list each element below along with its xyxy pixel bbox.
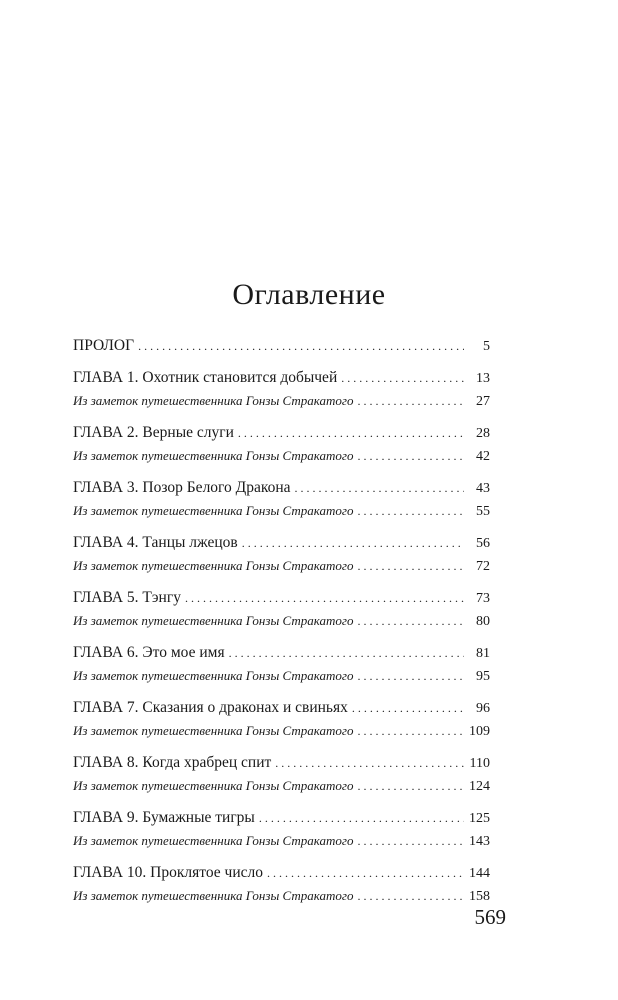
- note-title: Из заметок путешественника Гонзы Стракатого: [73, 558, 354, 573]
- note-title: Из заметок путешественника Гонзы Стракатого: [73, 778, 354, 793]
- chapter-page: 56: [476, 536, 490, 551]
- dot-leader: [295, 477, 464, 500]
- toc-group-chapter-4: [73, 531, 490, 577]
- note-page: 27: [476, 394, 490, 409]
- dot-leader: [352, 697, 464, 720]
- chapter-page: 5: [483, 339, 490, 354]
- dot-leader: [357, 885, 464, 908]
- chapter-title: ГЛАВА 5. Тэнгу: [73, 589, 181, 606]
- dot-leader: [259, 807, 464, 830]
- toc-group-chapter-6: [73, 641, 490, 687]
- dot-leader: [357, 720, 464, 743]
- toc-entry-note: [73, 389, 490, 412]
- note-page: 55: [476, 504, 490, 519]
- chapter-page: 13: [476, 371, 490, 386]
- dot-leader: [267, 862, 464, 885]
- chapter-title: ГЛАВА 7. Сказания о драконах и свиньях: [73, 699, 348, 716]
- toc-group-chapter-8: [73, 751, 490, 797]
- chapter-title: ГЛАВА 8. Когда храбрец спит: [73, 754, 272, 771]
- dot-leader: [229, 642, 464, 665]
- chapter-title: ГЛАВА 10. Проклятое число: [73, 864, 263, 881]
- page-number: 569: [474, 905, 506, 929]
- table-of-contents: [73, 334, 490, 916]
- note-title: Из заметок путешественника Гонзы Стракатого: [73, 668, 354, 683]
- toc-entry-chapter: [73, 861, 490, 884]
- note-title: Из заметок путешественника Гонзы Стракатого: [73, 393, 354, 408]
- chapter-page: 81: [476, 646, 490, 661]
- note-page: 124: [469, 779, 490, 794]
- toc-entry-chapter: [73, 421, 490, 444]
- note-title: Из заметок путешественника Гонзы Стракатого: [73, 833, 354, 848]
- toc-entry-note: [73, 609, 490, 632]
- toc-entry-note: [73, 554, 490, 577]
- note-page: 80: [476, 614, 490, 629]
- note-page: 72: [476, 559, 490, 574]
- toc-entry-note: [73, 664, 490, 687]
- toc-group-chapter-9: [73, 806, 490, 852]
- chapter-page: 125: [469, 811, 490, 826]
- note-title: Из заметок путешественника Гонзы Стракатого: [73, 448, 354, 463]
- dot-leader: [357, 445, 464, 468]
- toc-group-chapter-5: [73, 586, 490, 632]
- dot-leader: [238, 422, 464, 445]
- dot-leader: [138, 335, 464, 358]
- toc-entry-chapter: [73, 751, 490, 774]
- toc-entry-chapter: [73, 696, 490, 719]
- toc-entry-note: [73, 884, 490, 907]
- chapter-page: 28: [476, 426, 490, 441]
- note-title: Из заметок путешественника Гонзы Стракатого: [73, 613, 354, 628]
- note-page: 95: [476, 669, 490, 684]
- chapter-title: ГЛАВА 4. Танцы лжецов: [73, 534, 238, 551]
- dot-leader: [357, 830, 464, 853]
- toc-group-chapter-3: [73, 476, 490, 522]
- toc-group-chapter-10: [73, 861, 490, 907]
- toc-group-chapter-7: [73, 696, 490, 742]
- toc-entry-chapter: [73, 476, 490, 499]
- toc-entry-chapter: [73, 806, 490, 829]
- toc-entry-note: [73, 774, 490, 797]
- note-page: 143: [469, 834, 490, 849]
- chapter-page: 144: [469, 866, 490, 881]
- chapter-title: ГЛАВА 6. Это мое имя: [73, 644, 225, 661]
- dot-leader: [357, 610, 464, 633]
- toc-entry-prologue: [73, 334, 490, 357]
- toc-entry-note: [73, 444, 490, 467]
- dot-leader: [357, 390, 464, 413]
- note-title: Из заметок путешественника Гонзы Стракатого: [73, 503, 354, 518]
- chapter-page: 96: [476, 701, 490, 716]
- dot-leader: [275, 752, 464, 775]
- dot-leader: [357, 775, 464, 798]
- chapter-title: ГЛАВА 1. Охотник становится добычей: [73, 369, 338, 386]
- dot-leader: [357, 500, 464, 523]
- toc-entry-chapter: [73, 641, 490, 664]
- chapter-title: ПРОЛОГ: [73, 337, 135, 354]
- note-title: Из заметок путешественника Гонзы Стракатого: [73, 723, 354, 738]
- dot-leader: [357, 555, 464, 578]
- dot-leader: [357, 665, 464, 688]
- toc-entry-chapter: [73, 531, 490, 554]
- note-page: 42: [476, 449, 490, 464]
- toc-entry-note: [73, 719, 490, 742]
- chapter-title: ГЛАВА 3. Позор Белого Дракона: [73, 479, 291, 496]
- chapter-page: 73: [476, 591, 490, 606]
- chapter-page: 43: [476, 481, 490, 496]
- toc-group-prologue: [73, 334, 490, 357]
- dot-leader: [242, 532, 464, 555]
- chapter-title: ГЛАВА 9. Бумажные тигры: [73, 809, 255, 826]
- toc-group-chapter-1: [73, 366, 490, 412]
- toc-title: Оглавление: [232, 278, 386, 311]
- note-page: 158: [469, 889, 490, 904]
- toc-entry-note: [73, 499, 490, 522]
- toc-group-chapter-2: [73, 421, 490, 467]
- toc-entry-chapter: [73, 366, 490, 389]
- note-title: Из заметок путешественника Гонзы Стракатого: [73, 888, 354, 903]
- toc-entry-note: [73, 829, 490, 852]
- note-page: 109: [469, 724, 490, 739]
- dot-leader: [341, 367, 464, 390]
- chapter-page: 110: [469, 756, 490, 771]
- toc-entry-chapter: [73, 586, 490, 609]
- chapter-title: ГЛАВА 2. Верные слуги: [73, 424, 234, 441]
- dot-leader: [185, 587, 464, 610]
